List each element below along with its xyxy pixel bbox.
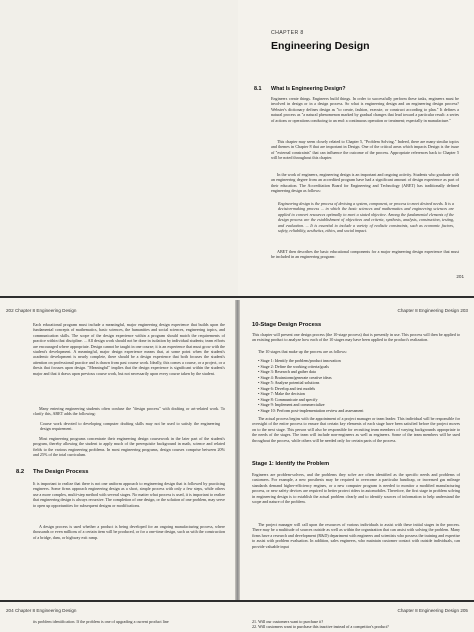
paragraph: A design process is used whether a product is being developed for an ongoing manufacturing process, where thousands or even millions of a certain item will be produced, or for a one-time design, such as with the construction of a bridge, dam, or highway exit ramp. bbox=[33, 524, 225, 540]
stage-heading: Stage 1: Identify the Problem bbox=[252, 461, 330, 467]
list-item: 22. Will customers want to purchase this inactive instead of a competitor's product? bbox=[252, 624, 389, 630]
page-number: 201 bbox=[456, 274, 464, 279]
paragraph: In the work of engineers, engineering design is an important and ongoing activity. Students who graduate with an engineering degree from an accredited program have had a significant amount of design experience as part of their education. The Accreditation Board for Engineering and Technology (ABET) has traditionally defined engineering design as follows: bbox=[271, 172, 459, 194]
running-head: 204 Chapter 8 Engineering Design bbox=[6, 608, 77, 613]
section-title: What Is Engineering Design? bbox=[271, 86, 346, 92]
list-item: • Stage 5: Analyze potential solutions bbox=[258, 380, 458, 386]
running-head: 202 Chapter 8 Engineering Design bbox=[6, 308, 77, 313]
abet-quote: Engineering design is the process of devising a system, component, or process to meet desired needs. It is a decision-making process ... in which the basic sciences and mathematics and engineering sciences are applied to convert resources optimally to meet a stated objective. Among the fundamental elements of the design process are the establishment of objectives and criteria, synthesis, analysis, construction, testing, and evaluation. ... It is essential to include a variety of realistic constraints, such as economic factors, safety, reliability, aesthetics, ethics, and social impact. bbox=[278, 201, 454, 234]
page-204 bbox=[0, 602, 238, 632]
running-head: Chapter 8 Engineering Design 203 bbox=[397, 308, 468, 313]
block-quote: Course work devoted to developing computer drafting skills may not be used to satisfy the engineering design requirement. bbox=[40, 421, 220, 432]
list-item: • Stage 1: Identify the problem/product innovation bbox=[258, 358, 458, 364]
paragraph: The actual process begins with the appointment of a project manager or team leader. This individual will be responsible for oversight of the entire process to ensure that certain key elements of each stage have been satisfied before the project moves on to the next stage. This person will also be responsible for recruiting team members of varying backgrounds appropriate to the needs of the stages. The team will include non-engineers as well as engineers. Some of the team members will be used throughout the process, while others will be needed only for certain parts of the process. bbox=[252, 416, 460, 443]
section-number: 8.2 bbox=[16, 469, 25, 475]
page-205 bbox=[238, 602, 474, 632]
list-item: • Stage 4: Brainstorm/generate creative ideas bbox=[258, 375, 458, 381]
paragraph: Each educational program must include a meaningful, major engineering design experience that builds upon the fundamental concepts of mathematics, basic sciences, the humanities and social sciences, engineering topics, and communication skills. The scope of the design experience within a program should match the requirements of practice within that discipline. ... All design work should not be done in isolation by individual students; team efforts are encouraged where appropriate. Design cannot be taught in one course; it is an experience that must grow with the student's development. A meaningful, major design experience means that, at some point when the student's academic development is nearly complete, there should be a design experience that both focuses the student's attention on professional practice and is drawn from past course work. Ideally, this comes a course, or a project, or a thesis that focuses upon design. "Meaningful" implies that the design experience is significant within the student's major and that it draws upon previous course work, but not necessarily upon every course taken by the student. bbox=[33, 322, 225, 376]
list-item: • Stage 8: Communicate and specify bbox=[258, 397, 458, 403]
stage-list bbox=[258, 358, 458, 413]
paragraph: The 10 stages that make up the process are as follows: bbox=[258, 349, 347, 354]
book-spine bbox=[235, 300, 240, 600]
section-number: 8.1 bbox=[254, 86, 262, 92]
list-item: • Stage 9: Implement and commercialize bbox=[258, 402, 458, 408]
chapter-label: CHAPTER 8 bbox=[271, 30, 304, 36]
paragraph: It is important to realize that there is not one uniform approach to engineering design that is followed by practicing engineers. Some firms approach engineering design as a short, simple process with only a few steps, while others use a more complex, multi-step method with several stages. No matter what process is used, it is important to realize that engineering design is always recursive. The completion of one design, or the solution of one problem, may serve to open up opportunities for subsequent designs or modifications. bbox=[33, 481, 225, 508]
paragraph: Many entering engineering students often confuse the "design process" with drafting or art-related work. To clarify this, ABET adds the following: bbox=[33, 406, 225, 417]
paragraph: Engineers are problem-solvers, and the problems they solve are often identified as the specific needs and problems of customers. For example, a new prosthesis may be required to overcome a particular handicap, or increased gas mileage standards demand higher-efficiency engines, or a new computer program is needed to monitor a modified manufacturing process, or new safety devices are required to better protect riders in automobiles. Therefore, the first stage in problem solving in engineering design is to establish the actual problem clearly and to identify sources of information to help understand the scope and nature of the problem. bbox=[252, 472, 460, 505]
section-title: 10-Stage Design Process bbox=[252, 322, 322, 328]
chapter-title: Engineering Design bbox=[271, 40, 370, 52]
list-item: • Stage 2: Define the working criteria/goals bbox=[258, 364, 458, 370]
paragraph: Most engineering programs concentrate their engineering design coursework in the later part of the student's program, thereby allowing the student to apply much of the prerequisite background in math, science and related fields to the various engineering problems. In most engineering programs, design courses comprise between 20% and 25% of the total curriculum. bbox=[33, 436, 225, 458]
list-item: • Stage 3: Research and gather data bbox=[258, 369, 458, 375]
question-list bbox=[252, 619, 466, 630]
running-head: Chapter 8 Engineering Design 205 bbox=[397, 608, 468, 613]
page-203 bbox=[238, 298, 474, 600]
paragraph: its problem identification. If the problem is one of upgrading a current product line bbox=[33, 619, 169, 624]
paragraph: This chapter will present one design process (the 10-stage process) that is presently in use. This process will then be applied to an existing product to analyze how each of the 10 stages may have been applied to the product's realization. bbox=[252, 332, 460, 343]
page-202 bbox=[0, 298, 238, 600]
paragraph: The project manager will call upon the resources of various individuals to assist with these initial stages in the process. There may be a multitude of sources outside as well as within the organization that can assist with solving the problem. Many firms have a research and development (R&D) department with engineers and scientists who possess the training and expertise to assist with problem evaluation. In addition, sales engineers, who maintain customer contact with outside individuals, can provide valuable input bbox=[252, 522, 460, 549]
list-item: 21. Will our customers want to purchase it? bbox=[252, 619, 324, 624]
paragraph: This chapter may seem closely related to Chapter 5, "Problem Solving." Indeed, there are many similar topics and themes in Chapter 8 that are important in Design. One of the critical areas which impacts Design is the issue of "external constraints" that can influence the outcome of the process. Appropriate references back to Chapter 5 will be noted throughout this chapter. bbox=[271, 139, 459, 161]
page-201 bbox=[238, 0, 474, 296]
section-title: The Design Process bbox=[33, 469, 89, 475]
blank-left-page bbox=[0, 0, 238, 296]
list-item: • Stage 7: Make the decision bbox=[258, 391, 458, 397]
paragraph: ABET then describes the basic educational components for a major engineering design experience that must be included in an engineering program: bbox=[271, 249, 459, 260]
paragraph: Engineers create things. Engineers build things. In order to successfully perform these tasks, engineers must be involved in design or in a design process. So what is engineering design and an engineering design process? Webster's dictionary defines design as "to create, fashion, execute, or construct according to plan." It defines a natural process as "a natural phenomenon marked by gradual changes that lead toward a particular result: a series of actions or operations conducing to an end: a continuous operation or treatment; especially in manufacture." bbox=[271, 96, 459, 123]
list-item: • Stage 10: Perform post-implementation review and assessment bbox=[258, 408, 458, 414]
list-item: • Stage 6: Develop and test models bbox=[258, 386, 458, 392]
